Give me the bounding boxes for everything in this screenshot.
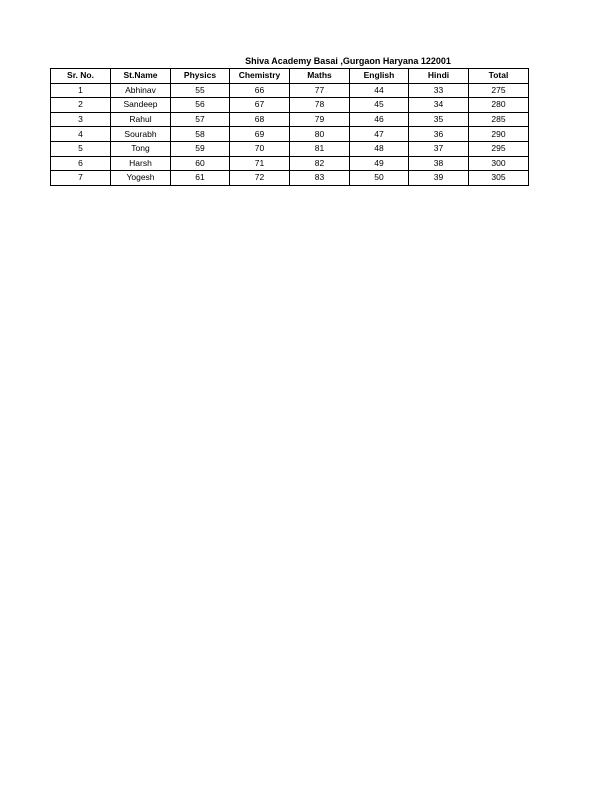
header-physics: Physics	[171, 69, 230, 84]
cell-chemistry: 69	[230, 127, 290, 142]
cell-physics: 61	[171, 171, 230, 186]
cell-sr-no: 6	[51, 156, 111, 171]
cell-sr-no: 5	[51, 141, 111, 156]
cell-english: 46	[350, 112, 409, 127]
cell-sr-no: 2	[51, 98, 111, 113]
cell-english: 50	[350, 171, 409, 186]
cell-hindi: 38	[409, 156, 469, 171]
cell-st-name: Yogesh	[111, 171, 171, 186]
cell-hindi: 33	[409, 83, 469, 98]
cell-physics: 56	[171, 98, 230, 113]
page-title: Shiva Academy Basai ,Gurgaon Haryana 122001	[245, 56, 451, 66]
header-sr-no: Sr. No.	[51, 69, 111, 84]
cell-hindi: 34	[409, 98, 469, 113]
cell-st-name: Rahul	[111, 112, 171, 127]
cell-st-name: Tong	[111, 141, 171, 156]
header-hindi: Hindi	[409, 69, 469, 84]
cell-total: 275	[469, 83, 529, 98]
cell-maths: 81	[290, 141, 350, 156]
cell-english: 49	[350, 156, 409, 171]
cell-physics: 59	[171, 141, 230, 156]
table-row	[51, 127, 529, 142]
cell-hindi: 35	[409, 112, 469, 127]
cell-chemistry: 67	[230, 98, 290, 113]
cell-maths: 80	[290, 127, 350, 142]
cell-english: 44	[350, 83, 409, 98]
cell-english: 45	[350, 98, 409, 113]
table-body	[51, 83, 529, 185]
cell-st-name: Abhinav	[111, 83, 171, 98]
header-maths: Maths	[290, 69, 350, 84]
table-row	[51, 156, 529, 171]
header-english: English	[350, 69, 409, 84]
marks-table	[50, 68, 529, 186]
cell-physics: 55	[171, 83, 230, 98]
cell-english: 47	[350, 127, 409, 142]
cell-physics: 60	[171, 156, 230, 171]
cell-physics: 57	[171, 112, 230, 127]
header-row	[51, 69, 529, 84]
table-row	[51, 112, 529, 127]
cell-sr-no: 1	[51, 83, 111, 98]
cell-english: 48	[350, 141, 409, 156]
cell-total: 285	[469, 112, 529, 127]
cell-maths: 82	[290, 156, 350, 171]
cell-maths: 83	[290, 171, 350, 186]
cell-chemistry: 71	[230, 156, 290, 171]
cell-total: 305	[469, 171, 529, 186]
cell-sr-no: 7	[51, 171, 111, 186]
cell-chemistry: 72	[230, 171, 290, 186]
cell-maths: 79	[290, 112, 350, 127]
cell-hindi: 37	[409, 141, 469, 156]
table-header	[51, 69, 529, 84]
cell-maths: 77	[290, 83, 350, 98]
cell-total: 290	[469, 127, 529, 142]
cell-physics: 58	[171, 127, 230, 142]
table-row	[51, 98, 529, 113]
cell-chemistry: 70	[230, 141, 290, 156]
cell-total: 295	[469, 141, 529, 156]
table-row	[51, 141, 529, 156]
cell-chemistry: 66	[230, 83, 290, 98]
header-chemistry: Chemistry	[230, 69, 290, 84]
cell-maths: 78	[290, 98, 350, 113]
header-st-name: St.Name	[111, 69, 171, 84]
header-total: Total	[469, 69, 529, 84]
cell-chemistry: 68	[230, 112, 290, 127]
cell-sr-no: 3	[51, 112, 111, 127]
cell-st-name: Sourabh	[111, 127, 171, 142]
cell-st-name: Harsh	[111, 156, 171, 171]
cell-hindi: 39	[409, 171, 469, 186]
cell-total: 280	[469, 98, 529, 113]
cell-sr-no: 4	[51, 127, 111, 142]
table-row	[51, 83, 529, 98]
cell-st-name: Sandeep	[111, 98, 171, 113]
cell-hindi: 36	[409, 127, 469, 142]
table-row	[51, 171, 529, 186]
cell-total: 300	[469, 156, 529, 171]
